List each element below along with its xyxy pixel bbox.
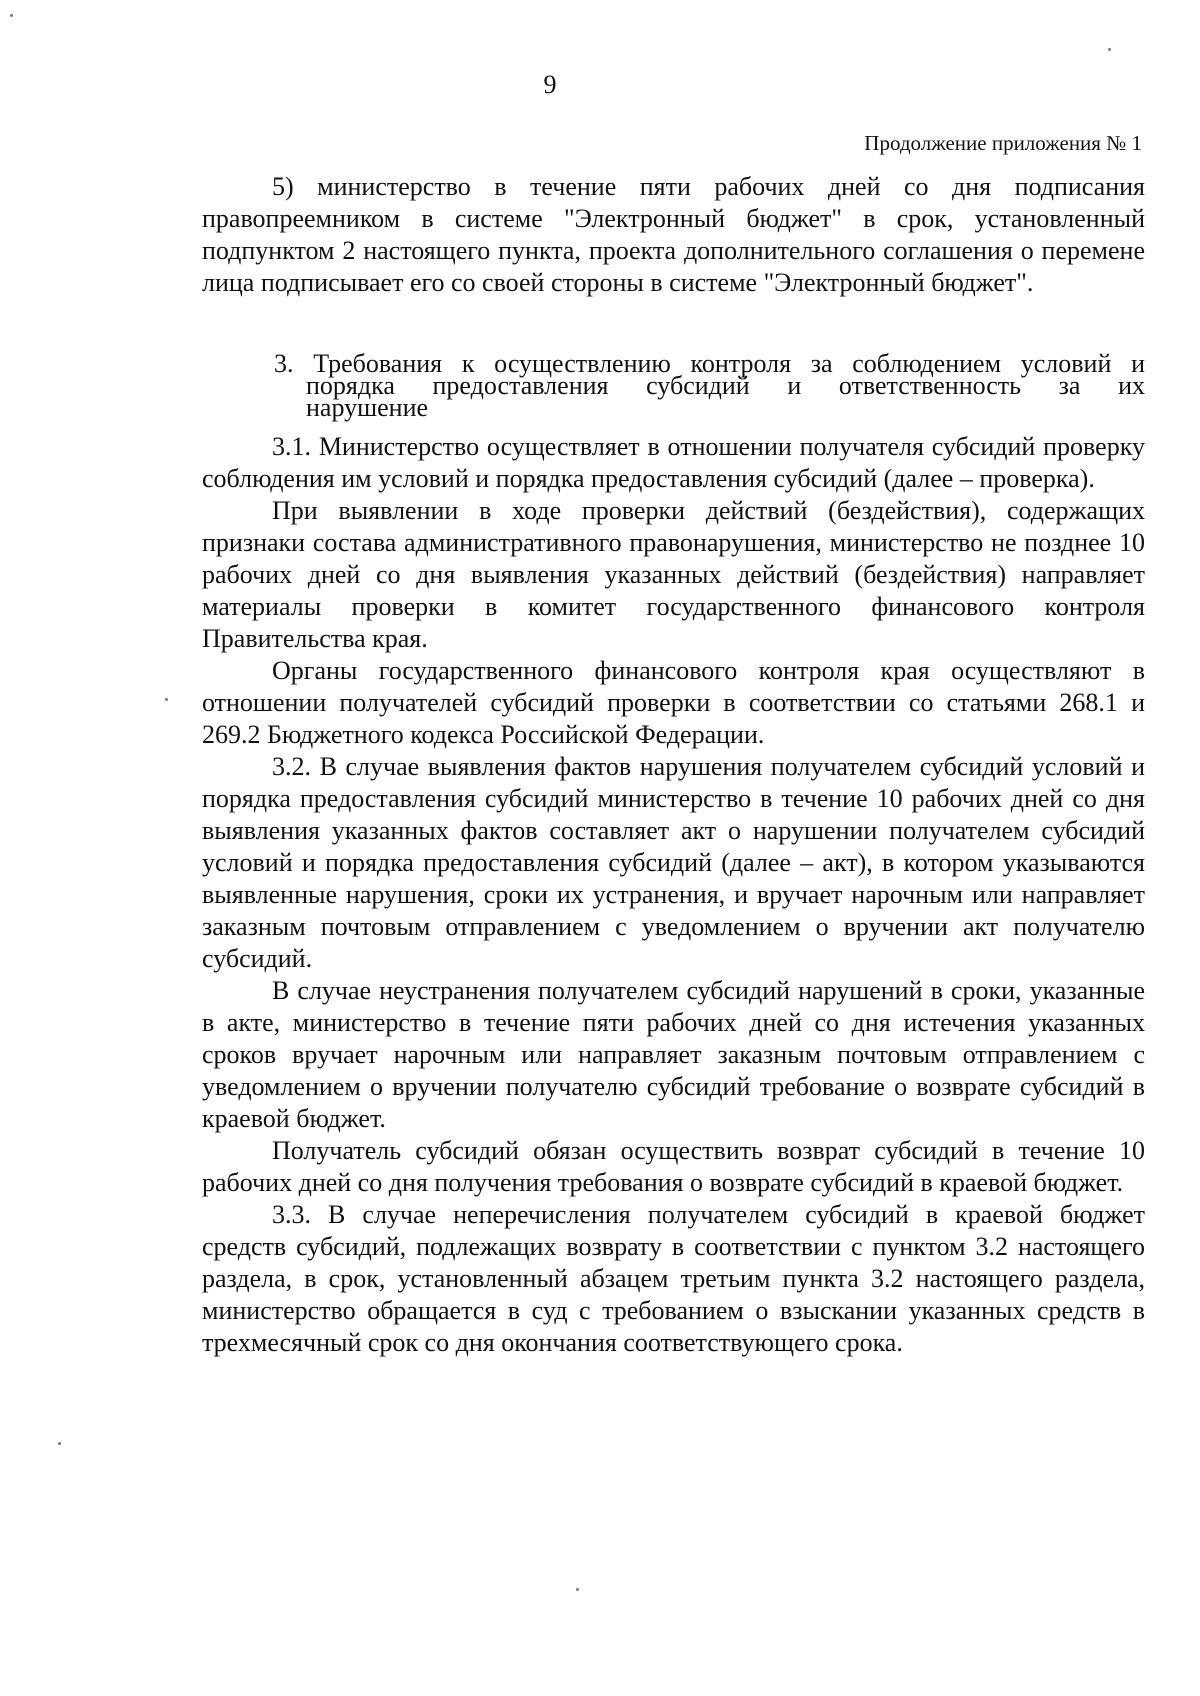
section-heading-line-1: 3. Требования к осуществлению контроля за соблюдением условий и xyxy=(274,349,1145,378)
paragraph-non-elimination: В случае неустранения получателем субсидий нарушений в сроки, указанные в акте, министерство в течение пяти рабочих дней со дня истечения указанных сроков вручает нарочным или направляет заказным почтовым отправлением с уведомлением о вручении получателю субсидий требование о возврате субсидий в краевой бюджет. xyxy=(202,976,1145,1133)
section-heading-line-2: порядка предоставления субсидий и ответственность за их xyxy=(306,371,1145,400)
section-spacer xyxy=(202,299,1145,327)
appendix-note: Продолжение приложения № 1 xyxy=(864,131,1142,155)
paragraph-3-3: 3.3. В случае неперечисления получателем субсидий в краевой бюджет средств субсидий, подлежащих возврату в соответствии с пунктом 3.2 настоящего раздела, в срок, установленный абзацем третьим пункта 3.2 настоящего раздела, министерство обращается в суд с требованием о взыскании указанных средств в трехмесячный срок со дня окончания соответствующего срока. xyxy=(202,1200,1145,1357)
paragraph-refund-obligation: Получатель субсидий обязан осуществить возврат субсидий в течение 10 рабочих дней со дня получения требования о возврате субсидий в краевой бюджет. xyxy=(202,1136,1145,1197)
paragraph-3-2: 3.2. В случае выявления фактов нарушения получателем субсидий условий и порядка предоставления субсидий министерство в течение 10 рабочих дней со дня выявления указанных фактов составляет акт о нарушении получателем субсидий условий и порядка предоставления субсидий (далее – акт), в котором указываются выявленные нарушения, сроки их устранения, и вручает нарочным или направляет заказным почтовым отправлением с уведомлением о вручении акт получателю субсидий. xyxy=(202,752,1145,973)
document-body xyxy=(202,171,1145,1359)
paragraph-3-1: 3.1. Министерство осуществляет в отношении получателя субсидий проверку соблюдения им условий и порядка предоставления субсидий (далее – проверка). xyxy=(202,432,1145,493)
page-number: 9 xyxy=(543,70,557,99)
paragraph-control-bodies: Органы государственного финансового контроля края осуществляют в отношении получателей субсидий проверки в соответствии со статьями 268.1 и 269.2 Бюджетного кодекса Российской Федерации. xyxy=(202,656,1145,749)
paragraph-violation-detection: При выявлении в ходе проверки действий (бездействия), содержащих признаки состава административного правонарушения, министерство не позднее 10 рабочих дней со дня выявления указанных действий (бездействия) направляет материалы проверки в комитет государственного финансового контроля Правительства края. xyxy=(202,496,1145,653)
scan-speck xyxy=(165,698,168,701)
paragraph-item-5: 5) министерство в течение пяти рабочих дней со дня подписания правопреемником в системе "Электронный бюджет" в срок, установленный подпунктом 2 настоящего пункта, проекта дополнительного соглашения о перемене лица подписывает его со своей стороны в системе "Электронный бюджет". xyxy=(202,172,1145,297)
section-heading xyxy=(202,349,1145,422)
scan-speck xyxy=(1108,48,1111,51)
scan-speck xyxy=(576,1588,579,1591)
scan-speck xyxy=(10,14,13,17)
section-heading-line-3: нарушение xyxy=(306,393,429,422)
scan-speck xyxy=(58,1442,61,1445)
